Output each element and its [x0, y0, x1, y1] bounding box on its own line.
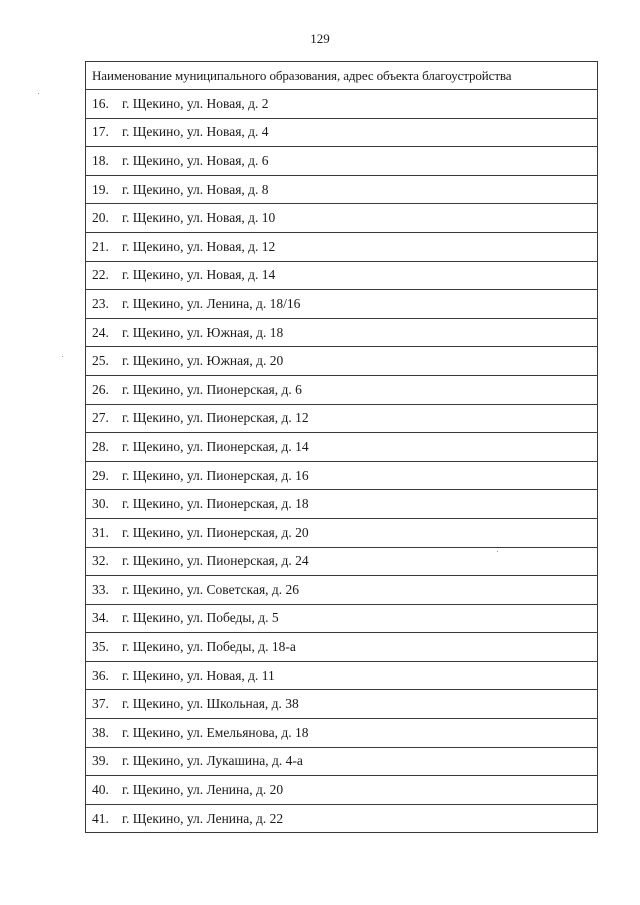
address-cell: [86, 118, 598, 147]
table-row: [86, 547, 598, 576]
address-cell: [86, 776, 598, 805]
row-number: 22.: [92, 267, 109, 283]
table-row: [86, 90, 598, 119]
row-address: г. Щекино, ул. Емельянова, д. 18: [122, 724, 309, 740]
row-address: г. Щекино, ул. Советская, д. 26: [122, 581, 300, 597]
address-cell: [86, 747, 598, 776]
row-address: г. Щекино, ул. Пионерская, д. 20: [122, 524, 309, 540]
row-address: г. Щекино, ул. Пионерская, д. 24: [122, 553, 309, 569]
row-number: 27.: [92, 410, 109, 426]
row-address: г. Щекино, ул. Лукашина, д. 4-а: [122, 753, 303, 769]
row-number: 28.: [92, 438, 109, 454]
table-row: [86, 175, 598, 204]
address-cell: [86, 147, 598, 176]
address-cell: [86, 461, 598, 490]
row-number: 32.: [92, 553, 109, 569]
table-row: [86, 604, 598, 633]
table-row: [86, 404, 598, 433]
row-address: г. Щекино, ул. Победы, д. 18-а: [122, 639, 296, 655]
address-cell: [86, 90, 598, 119]
address-cell: [86, 375, 598, 404]
row-address: г. Щекино, ул. Новая, д. 8: [122, 181, 269, 197]
address-cell: [86, 404, 598, 433]
address-cell: [86, 719, 598, 748]
address-cell: [86, 547, 598, 576]
address-table: [85, 61, 598, 833]
table-row: [86, 776, 598, 805]
row-address: г. Щекино, ул. Пионерская, д. 6: [122, 381, 302, 397]
row-number: 18.: [92, 152, 109, 168]
address-cell: [86, 633, 598, 662]
address-cell: [86, 661, 598, 690]
address-cell: [86, 347, 598, 376]
row-address: г. Щекино, ул. Новая, д. 12: [122, 238, 276, 254]
table-row: [86, 690, 598, 719]
address-cell: [86, 261, 598, 290]
table-row: [86, 290, 598, 319]
address-cell: [86, 690, 598, 719]
row-address: г. Щекино, ул. Пионерская, д. 12: [122, 410, 309, 426]
row-address: г. Щекино, ул. Ленина, д. 20: [122, 782, 284, 798]
row-number: 17.: [92, 124, 109, 140]
row-number: 21.: [92, 238, 109, 254]
table-row: [86, 204, 598, 233]
row-number: 25.: [92, 353, 109, 369]
row-number: 19.: [92, 181, 109, 197]
table-row: [86, 375, 598, 404]
address-cell: [86, 318, 598, 347]
row-number: 33.: [92, 581, 109, 597]
row-number: 37.: [92, 696, 109, 712]
address-cell: [86, 518, 598, 547]
row-number: 41.: [92, 810, 109, 826]
table-row: [86, 147, 598, 176]
table-row: [86, 804, 598, 833]
table-row: [86, 118, 598, 147]
row-number: 38.: [92, 724, 109, 740]
row-number: 29.: [92, 467, 109, 483]
row-address: г. Щекино, ул. Пионерская, д. 18: [122, 496, 309, 512]
row-address: г. Щекино, ул. Победы, д. 5: [122, 610, 279, 626]
row-number: 40.: [92, 782, 109, 798]
address-cell: [86, 290, 598, 319]
row-number: 34.: [92, 610, 109, 626]
row-address: г. Щекино, ул. Ленина, д. 18/16: [122, 295, 301, 311]
table-row: [86, 347, 598, 376]
row-address: г. Щекино, ул. Новая, д. 11: [122, 667, 275, 683]
row-address: г. Щекино, ул. Новая, д. 2: [122, 95, 269, 111]
row-address: г. Щекино, ул. Новая, д. 6: [122, 152, 269, 168]
address-cell: [86, 604, 598, 633]
page-number: 129: [310, 31, 330, 46]
table-row: [86, 261, 598, 290]
row-number: 26.: [92, 381, 109, 397]
row-address: г. Щекино, ул. Ленина, д. 22: [122, 810, 284, 826]
address-cell: [86, 204, 598, 233]
table-row: [86, 661, 598, 690]
row-number: 20.: [92, 210, 109, 226]
address-cell: [86, 576, 598, 605]
address-cell: [86, 433, 598, 462]
row-address: г. Щекино, ул. Пионерская, д. 16: [122, 467, 309, 483]
table-row: [86, 633, 598, 662]
table-body: [86, 90, 598, 833]
row-number: 35.: [92, 639, 109, 655]
address-cell: [86, 804, 598, 833]
table-row: [86, 318, 598, 347]
address-cell: [86, 232, 598, 261]
row-number: 31.: [92, 524, 109, 540]
table-row: [86, 461, 598, 490]
address-cell: [86, 175, 598, 204]
row-address: г. Щекино, ул. Новая, д. 10: [122, 210, 276, 226]
table-row: [86, 433, 598, 462]
row-address: г. Щекино, ул. Новая, д. 14: [122, 267, 276, 283]
table-row: [86, 232, 598, 261]
row-address: г. Щекино, ул. Южная, д. 18: [122, 324, 284, 340]
row-address: г. Щекино, ул. Пионерская, д. 14: [122, 438, 309, 454]
table-header-row: [86, 62, 598, 90]
table-row: [86, 747, 598, 776]
row-number: 30.: [92, 496, 109, 512]
row-address: г. Щекино, ул. Новая, д. 4: [122, 124, 269, 140]
row-number: 24.: [92, 324, 109, 340]
row-number: 23.: [92, 295, 109, 311]
table-row: [86, 518, 598, 547]
table-header: Наименование муниципального образования, адрес объекта благоустройства: [86, 62, 598, 90]
row-number: 16.: [92, 95, 109, 111]
row-address: г. Щекино, ул. Южная, д. 20: [122, 353, 284, 369]
row-number: 39.: [92, 753, 109, 769]
table-row: [86, 490, 598, 519]
row-address: г. Щекино, ул. Школьная, д. 38: [122, 696, 299, 712]
table-row: [86, 719, 598, 748]
table-row: [86, 576, 598, 605]
address-cell: [86, 490, 598, 519]
row-number: 36.: [92, 667, 109, 683]
scan-speck: [62, 356, 63, 357]
scan-speck: [38, 93, 39, 94]
